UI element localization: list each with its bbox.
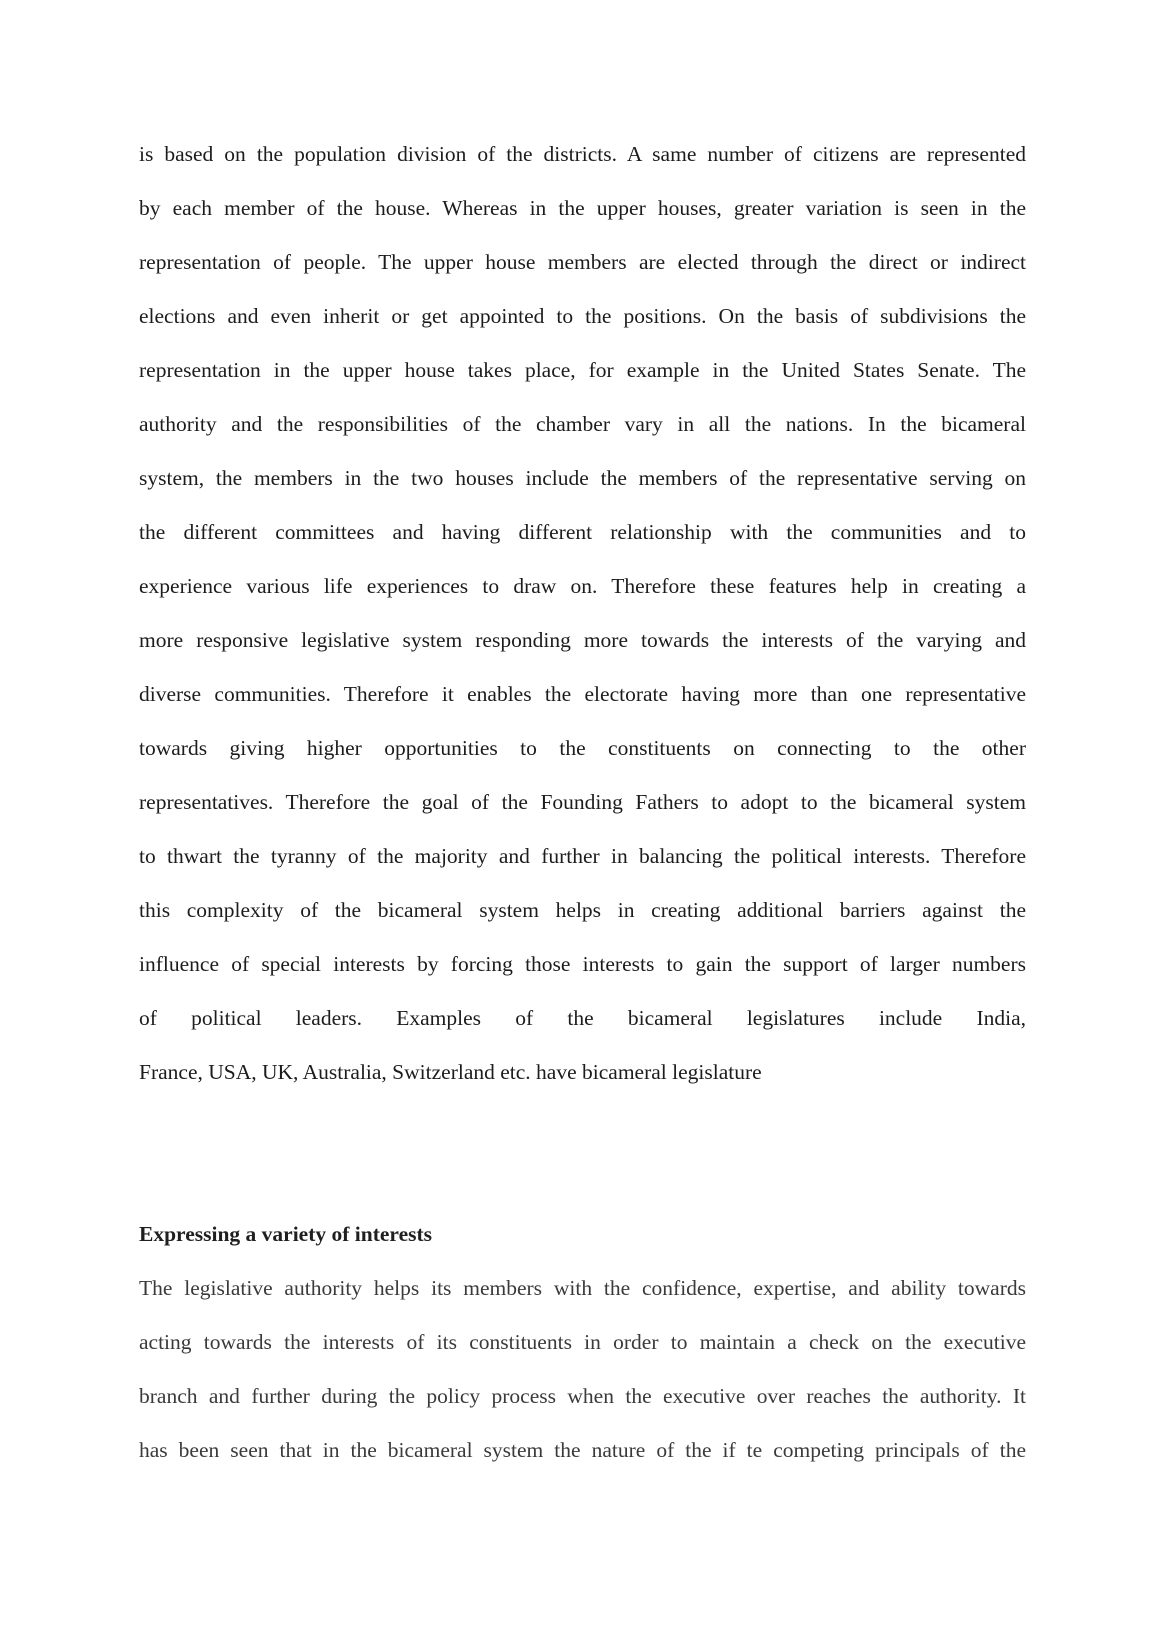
paragraph-line: The legislative authority helps its members with the confidence, expertise, and ability towards: [139, 1276, 1026, 1300]
paragraph-line: representation in the upper house takes place, for example in the United States Senate. The: [139, 358, 1026, 382]
paragraph-legislative-authority: [139, 1261, 1026, 1477]
paragraph-line: representatives. Therefore the goal of the Founding Fathers to adopt to the bicameral system: [139, 790, 1026, 814]
paragraph-line: is based on the population division of the districts. A same number of citizens are represented: [139, 142, 1026, 166]
page-content: [139, 127, 1026, 1477]
paragraph-line: of political leaders. Examples of the bicameral legislatures include India,: [139, 1006, 1026, 1030]
paragraph-line: authority and the responsibilities of the chamber vary in all the nations. In the bicameral: [139, 412, 1026, 436]
paragraph-line: to thwart the tyranny of the majority and further in balancing the political interests. Therefore: [139, 844, 1026, 868]
paragraph-line: this complexity of the bicameral system helps in creating additional barriers against the: [139, 898, 1026, 922]
paragraph-line: by each member of the house. Whereas in the upper houses, greater variation is seen in the: [139, 196, 1026, 220]
paragraph-line: elections and even inherit or get appointed to the positions. On the basis of subdivisions the: [139, 304, 1026, 328]
paragraph-spacer: [139, 1099, 1026, 1207]
paragraph-line: France, USA, UK, Australia, Switzerland etc. have bicameral legislature: [139, 1060, 762, 1084]
paragraph-line: influence of special interests by forcing those interests to gain the support of larger numbers: [139, 952, 1026, 976]
paragraph-line: system, the members in the two houses include the members of the representative serving on: [139, 466, 1026, 490]
paragraph-line: more responsive legislative system responding more towards the interests of the varying and: [139, 628, 1026, 652]
paragraph-line: diverse communities. Therefore it enables the electorate having more than one representative: [139, 682, 1026, 706]
paragraph-bicameral-representation: [139, 127, 1026, 1099]
paragraph-line: towards giving higher opportunities to the constituents on connecting to the other: [139, 736, 1026, 760]
paragraph-line: branch and further during the policy process when the executive over reaches the authority. It: [139, 1384, 1026, 1408]
section-heading: Expressing a variety of interests: [139, 1222, 433, 1246]
paragraph-line: representation of people. The upper house members are elected through the direct or indirect: [139, 250, 1026, 274]
paragraph-line: has been seen that in the bicameral system the nature of the if te competing principals of the: [139, 1438, 1026, 1462]
paragraph-line: acting towards the interests of its constituents in order to maintain a check on the executive: [139, 1330, 1026, 1354]
paragraph-line: the different committees and having different relationship with the communities and to: [139, 520, 1026, 544]
paragraph-line: experience various life experiences to draw on. Therefore these features help in creating a: [139, 574, 1026, 598]
